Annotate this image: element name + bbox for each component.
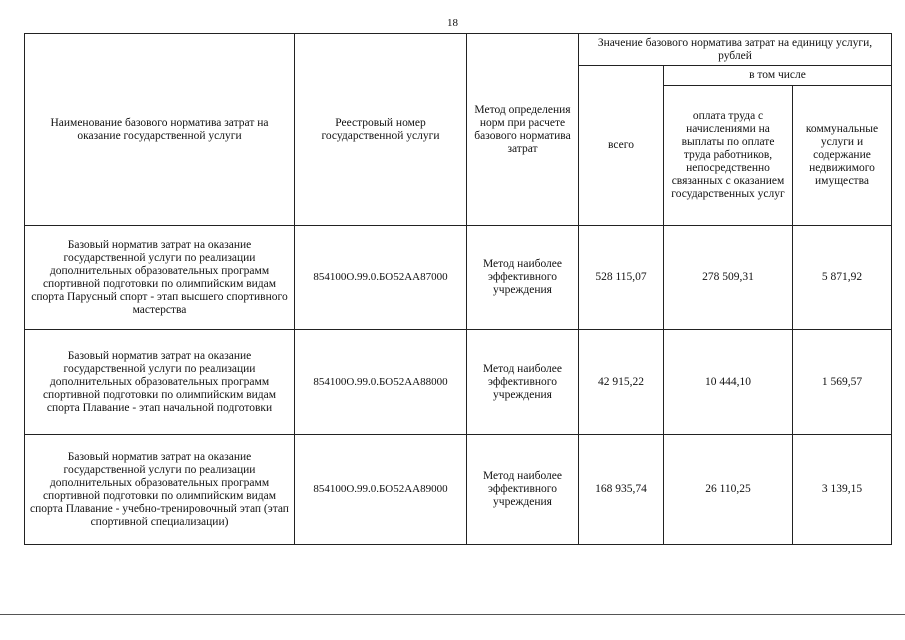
row-registry-number: 854100О.99.0.БО52АА87000	[295, 226, 467, 330]
row-labor: 278 509,31	[664, 226, 793, 330]
header-registry-col: Реестровый номер государственной услуги	[295, 34, 467, 226]
table-row	[25, 435, 892, 545]
row-utilities: 3 139,15	[793, 435, 892, 545]
header-row-top	[25, 34, 892, 66]
header-including: в том числе	[664, 66, 892, 86]
row-labor: 10 444,10	[664, 330, 793, 435]
row-registry-number: 854100О.99.0.БО52АА88000	[295, 330, 467, 435]
table-row	[25, 226, 892, 330]
row-total: 528 115,07	[579, 226, 664, 330]
base-cost-norms-table	[24, 33, 892, 545]
row-name: Базовый норматив затрат на оказание государственной услуги по реализации дополнительных образовательных программ спортивной подготовки по олимпийским видам спорта Плавание - учебно-тренировочный этап (этап спортивной специализации)	[25, 435, 295, 545]
header-method-col: Метод определения норм при расчете базового норматива затрат	[467, 34, 579, 226]
row-method: Метод наиболее эффективного учреждения	[467, 330, 579, 435]
header-labor-col: оплата труда с начислениями на выплаты по оплате труда работников, непосредственно связанных с оказанием государственных услуг	[664, 86, 793, 226]
row-method: Метод наиболее эффективного учреждения	[467, 435, 579, 545]
row-name: Базовый норматив затрат на оказание государственной услуги по реализации дополнительных образовательных программ спортивной подготовки по олимпийским видам спорта Парусный спорт - этап высшего спортивного мастерства	[25, 226, 295, 330]
row-total: 42 915,22	[579, 330, 664, 435]
row-total: 168 935,74	[579, 435, 664, 545]
header-utilities-col: коммунальные услуги и содержание недвижимого имущества	[793, 86, 892, 226]
bottom-divider	[0, 614, 905, 615]
row-labor: 26 110,25	[664, 435, 793, 545]
row-registry-number: 854100О.99.0.БО52АА89000	[295, 435, 467, 545]
page-number: 18	[447, 17, 458, 29]
table-row	[25, 330, 892, 435]
header-value-group: Значение базового норматива затрат на единицу услуги, рублей	[579, 34, 892, 66]
row-utilities: 1 569,57	[793, 330, 892, 435]
row-utilities: 5 871,92	[793, 226, 892, 330]
header-name-col: Наименование базового норматива затрат на оказание государственной услуги	[25, 34, 295, 226]
row-method: Метод наиболее эффективного учреждения	[467, 226, 579, 330]
row-name: Базовый норматив затрат на оказание государственной услуги по реализации дополнительных образовательных программ спортивной подготовки по олимпийским видам спорта Плавание - этап начальной подготовки	[25, 330, 295, 435]
header-total-col: всего	[579, 66, 664, 226]
